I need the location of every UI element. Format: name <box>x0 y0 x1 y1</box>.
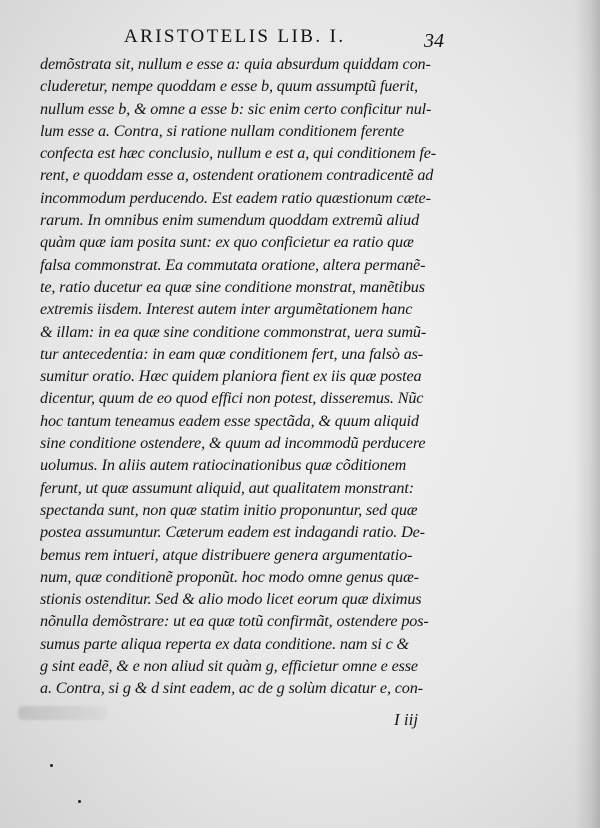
text-line: cluderetur, nempe quoddam e esse b, quum assumptũ fuerit, <box>40 77 418 96</box>
text-line: confecta est hæc conclusio, nullum e est a, qui conditionem fe- <box>40 144 437 163</box>
text-line: rarum. In omnibus enim sumendum quoddam extremũ aliud <box>40 211 420 230</box>
text-line: falsa commonstrat. Ea commutata oratione, altera permanẽ- <box>40 255 426 274</box>
text-line: bemus rem intueri, atque distribuere genera argumentatio- <box>40 545 413 564</box>
ink-speck <box>78 800 81 803</box>
text-line: nullum esse b, & omne a esse b: sic enim certo conficitur nul- <box>40 99 432 118</box>
text-line: rent, e quoddam esse a, ostendent orationem contradicentẽ ad <box>40 166 434 185</box>
text-line: extremis iisdem. Interest autem inter argumẽtationem hanc <box>40 300 413 319</box>
text-line: incommodum perducendo. Est eadem ratio quæstionum cæte- <box>40 188 431 207</box>
ink-bleed-through <box>18 706 108 720</box>
text-line: hoc tantum teneamus eadem esse spectãda, & quum aliquid <box>40 411 419 430</box>
text-line: demõstrata sit, nullum e esse a: quia absurdum quiddam con- <box>40 55 431 73</box>
text-line: num, quæ conditionẽ proponũt. hoc modo omne genus quæ- <box>40 567 419 586</box>
text-line: nõnulla demõstrare: ut ea quæ totũ confirmãt, ostendere pos- <box>40 612 429 631</box>
text-line: sumus parte aliqua reperta ex data conditione. nam si c & <box>40 634 409 653</box>
body-text <box>40 53 444 700</box>
text-line: lum esse a. Contra, si ratione nullam conditionem ferente <box>40 121 405 140</box>
running-head: ARISTOTELIS LIB. I. <box>124 26 346 47</box>
text-line: sumitur oratio. Hæc quidem planiora fient ex iis quæ postea <box>40 367 422 386</box>
text-line: spectanda sunt, non quæ statim initio proponuntur, sed quæ <box>40 500 418 519</box>
text-line: a. Contra, si g & d sint eadem, ac de g solùm dicatur e, con- <box>40 679 423 698</box>
text-line: g sint eadẽ, & e non aliud sit quàm g, efficietur omne e esse <box>40 657 418 676</box>
text-line: sine conditione ostendere, & quum ad incommodũ perducere <box>40 434 426 453</box>
page-edge-shadow <box>574 0 600 828</box>
text-line: quàm quæ iam posita sunt: ex quo conficietur ea ratio quæ <box>40 233 414 252</box>
text-line: ferunt, ut quæ assumunt aliquid, aut qualitatem monstrant: <box>40 478 414 497</box>
text-line: & illam: in ea quæ sine conditione commonstrat, uera sumũ- <box>40 322 427 341</box>
text-line: te, ratio ducetur ea quæ sine conditione monstrat, manẽtibus <box>40 277 425 296</box>
signature-mark: I iij <box>394 710 419 729</box>
text-line: dicentur, quum de eo quod effici non potest, disseremus. Nũc <box>40 389 424 408</box>
text-line: uolumus. In aliis autem ratiocinationibus quæ cõditionem <box>40 456 407 475</box>
ink-speck <box>50 764 53 767</box>
text-line: postea assumuntur. Cæterum eadem est indagandi ratio. De- <box>40 523 425 542</box>
text-line: stionis ostenditur. Sed & alio modo licet eorum quæ diximus <box>40 590 422 609</box>
text-line: tur antecedentia: in eam quæ conditionem fert, una falsò as- <box>40 344 424 363</box>
page-number: 34 <box>424 30 444 52</box>
